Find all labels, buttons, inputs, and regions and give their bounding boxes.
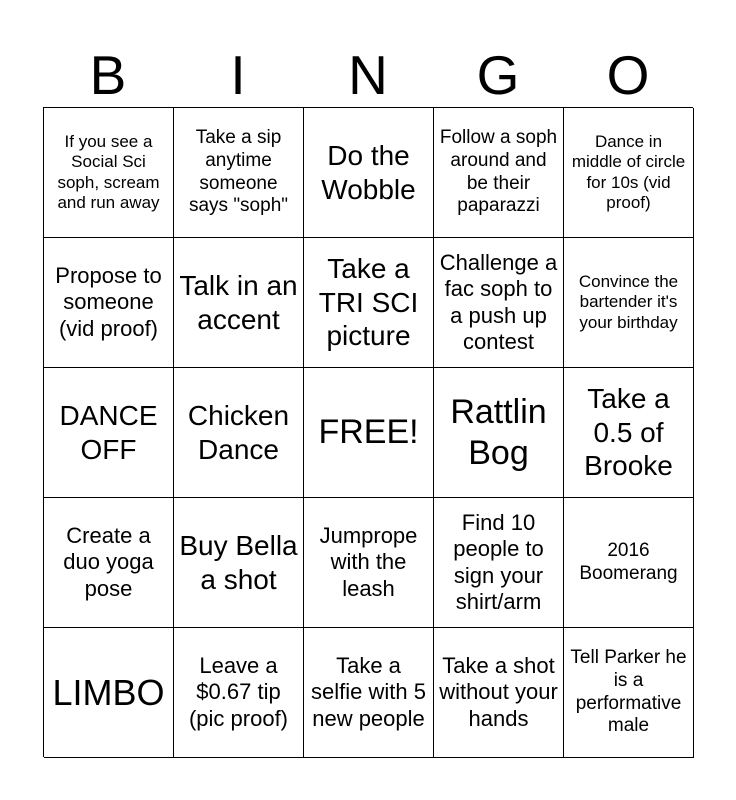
header-letter-g: G bbox=[476, 44, 520, 106]
bingo-cell-r5-c3[interactable]: Take a selfie with 5 new people bbox=[304, 628, 434, 758]
bingo-cell-r1-c1[interactable]: If you see a Social Sci soph, scream and run away bbox=[44, 108, 174, 238]
bingo-cell-r5-c5[interactable]: Tell Parker he is a performative male bbox=[564, 628, 694, 758]
bingo-cell-r3-c1[interactable]: DANCE OFF bbox=[44, 368, 174, 498]
bingo-cell-r2-c2[interactable]: Talk in an accent bbox=[174, 238, 304, 368]
bingo-cell-r4-c1[interactable]: Create a duo yoga pose bbox=[44, 498, 174, 628]
bingo-cell-r4-c4[interactable]: Find 10 people to sign your shirt/arm bbox=[434, 498, 564, 628]
bingo-cell-r2-c3[interactable]: Take a TRI SCI picture bbox=[304, 238, 434, 368]
bingo-cell-r4-c2[interactable]: Buy Bella a shot bbox=[174, 498, 304, 628]
bingo-cell-r1-c5[interactable]: Dance in middle of circle for 10s (vid proof) bbox=[564, 108, 694, 238]
header-letter-n: N bbox=[348, 44, 388, 106]
bingo-cell-r2-c4[interactable]: Challenge a fac soph to a push up contest bbox=[434, 238, 564, 368]
bingo-cell-r1-c3[interactable]: Do the Wobble bbox=[304, 108, 434, 238]
header-letter-i: I bbox=[230, 44, 246, 106]
bingo-cell-r3-c3-free[interactable]: FREE! bbox=[304, 368, 434, 498]
bingo-cell-r5-c2[interactable]: Leave a $0.67 tip (pic proof) bbox=[174, 628, 304, 758]
bingo-cell-r3-c2[interactable]: Chicken Dance bbox=[174, 368, 304, 498]
bingo-cell-r2-c1[interactable]: Propose to someone (vid proof) bbox=[44, 238, 174, 368]
bingo-cell-r1-c2[interactable]: Take a sip anytime someone says "soph" bbox=[174, 108, 304, 238]
bingo-cell-r1-c4[interactable]: Follow a soph around and be their paparazzi bbox=[434, 108, 564, 238]
bingo-cell-r5-c4[interactable]: Take a shot without your hands bbox=[434, 628, 564, 758]
bingo-cell-r4-c5[interactable]: 2016 Boomerang bbox=[564, 498, 694, 628]
bingo-cell-r4-c3[interactable]: Jumprope with the leash bbox=[304, 498, 434, 628]
header-letter-b: B bbox=[89, 44, 127, 106]
bingo-cell-r5-c1[interactable]: LIMBO bbox=[44, 628, 174, 758]
bingo-cell-r3-c4[interactable]: Rattlin Bog bbox=[434, 368, 564, 498]
bingo-header bbox=[43, 44, 693, 106]
header-letter-o: O bbox=[606, 44, 650, 106]
bingo-board bbox=[43, 107, 693, 757]
bingo-cell-r2-c5[interactable]: Convince the bartender it's your birthday bbox=[564, 238, 694, 368]
bingo-cell-r3-c5[interactable]: Take a 0.5 of Brooke bbox=[564, 368, 694, 498]
